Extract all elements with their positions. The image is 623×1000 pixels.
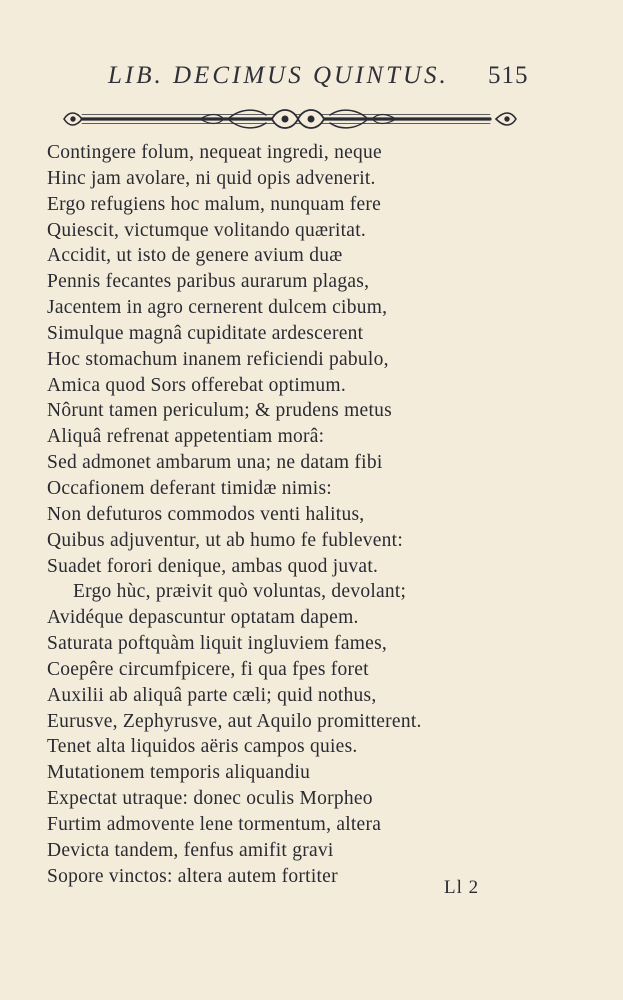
verse-line: Sed admonet ambarum una; ne datam fibi [47,452,383,474]
verse-text [47,140,607,889]
verse-line: Ergo refugiens hoc malum, nunquam fere [47,193,382,215]
verse-line: Pennis fecantes paribus aurarum plagas, [47,271,370,293]
verse-line: Expectat utraque: donec oculis Morpheo [47,788,373,810]
ornamental-rule-icon [60,106,520,132]
verse-line: Devicta tandem, fenfus amifit gravi [47,839,334,861]
verse-line: Amica quod Sors offerebat optimum. [47,374,346,396]
verse-line: Coepêre circumfpicere, fi qua fpes foret [47,658,369,680]
page-number: 515 [488,62,529,89]
verse-line: Hoc stomachum inanem reficiendi pabulo, [47,348,389,370]
verse-line: Auxilii ab aliquâ parte cæli; quid nothus, [47,684,377,706]
verse-line: Accidit, ut isto de genere avium duæ [47,245,343,267]
verse-line: Non defuturos commodos venti halitus, [47,503,365,525]
verse-line: Quiescit, victumque volitando quæritat. [47,219,366,241]
running-title: LIB. DECIMUS QUINTUS. [108,62,449,89]
running-head [0,62,623,96]
verse-line: Avidéque depascuntur optatam dapem. [47,607,359,629]
verse-line: Tenet alta liquidos aëris campos quies. [47,736,358,758]
verse-line: Eurusve, Zephyrusve, aut Aquilo promitterent. [47,710,422,732]
verse-line: Suadet forori denique, ambas quod juvat. [47,555,379,577]
verse-line: Nôrunt tamen periculum; & prudens metus [47,400,392,422]
verse-line: Sopore vinctos: altera autem fortiter [47,865,338,887]
verse-line: Quibus adjuventur, ut ab humo fe fublevent: [47,529,404,551]
verse-line: Occafionem deferant timidæ nimis: [47,477,332,499]
verse-line: Contingere folum, nequeat ingredi, neque [47,142,382,163]
verse-line: Hinc jam avolare, ni quid opis advenerit. [47,167,376,189]
verse-line: Simulque magnâ cupiditate ardescerent [47,322,364,344]
verse-line: Ergo hùc, præivit quò voluntas, devolant; [73,581,407,603]
verse-line: Aliquâ refrenat appetentiam morâ: [47,426,325,448]
verse-line: Mutationem temporis aliquandiu [47,762,311,784]
signature-mark: Ll 2 [444,877,480,898]
verse-line: Furtim admovente lene tormentum, altera [47,813,382,835]
verse-line: Jacentem in agro cernerent dulcem cibum, [47,297,388,319]
verse-line: Saturata poftquàm liquit ingluviem fames, [47,633,388,655]
